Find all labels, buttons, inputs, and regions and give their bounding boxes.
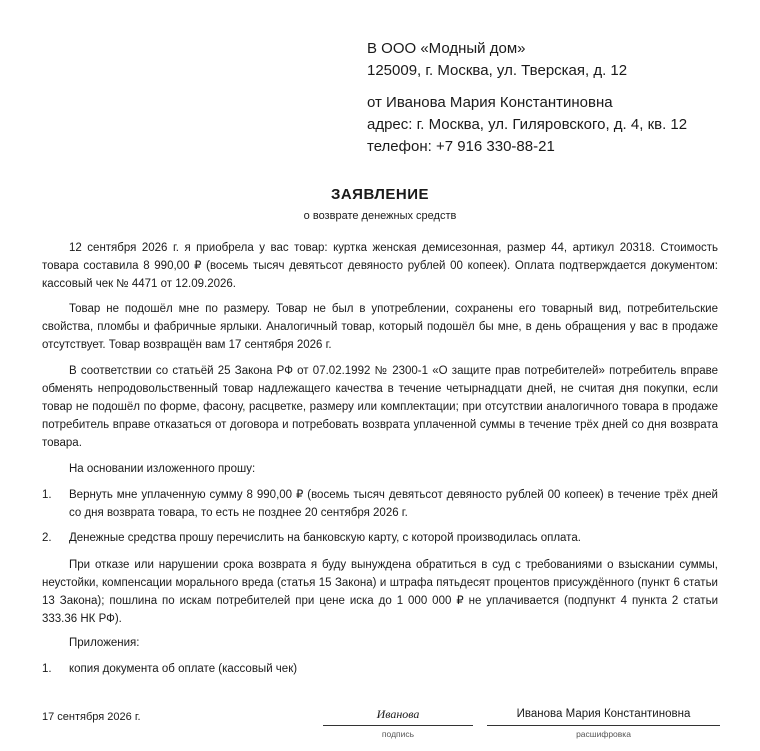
request-item	[42, 529, 718, 547]
sender-address: адрес: г. Москва, ул. Гиляровского, д. 4, кв. 12	[367, 116, 688, 133]
name-line	[487, 725, 720, 726]
paragraph-law: В соответствии со статьёй 25 Закона РФ от 07.02.1992 № 2300-1 «О защите прав потребителей» потребитель вправе обменять непродовольственный товар надлежащего качества в течение четырнадцати дней, не считая дня покупки, если товар не подошёл по форме, фасону, расцветке, размеру или комплектации; при отсутствии аналогичного товара в продаже потребитель вправе отказаться от договора и потребовать возврата уплаченной суммы в течение трёх дней со дня возврата товара.	[42, 365, 718, 449]
request-text: Вернуть мне уплаченную сумму 8 990,00 ₽ (восемь тысяч девятьсот девяносто рублей 00 копеек) в течение трёх дней со дня возврата товара, то есть не позднее 20 сентября 2026 г.	[69, 489, 718, 519]
signature: Иванова	[376, 707, 420, 721]
paragraph-warning: При отказе или нарушении срока возврата я буду вынуждена обратиться в суд с требованиями о взыскании суммы, неустойки, компенсации морального вреда (статья 15 Закона) и штрафа пятьдесят процентов присуждённого (пункт 6 статьи 13 Закона); пошлина по искам потребителей при цене иска до 1 000 000 ₽ не уплачивается (подпункт 4 пункта 2 статьи 333.36 НК РФ).	[42, 559, 718, 625]
attachments-label: Приложения:	[69, 637, 140, 649]
signature-caption: подпись	[381, 729, 415, 739]
signature-full-name: Иванова Мария Константиновна	[516, 708, 691, 720]
document-title: ЗАЯВЛЕНИЕ	[330, 186, 430, 203]
sender-phone: телефон: +7 916 330-88-21	[367, 138, 555, 155]
request-number: 1.	[42, 489, 52, 501]
name-caption: расшифровка	[576, 729, 631, 739]
paragraph-request-intro: На основании изложенного прошу:	[69, 463, 256, 475]
sender-name: от Иванова Мария Константиновна	[367, 94, 613, 111]
addressee-block	[367, 38, 687, 158]
recipient-address: 125009, г. Москва, ул. Тверская, д. 12	[367, 62, 628, 79]
attachment-item	[42, 660, 718, 678]
request-number: 2.	[42, 532, 52, 544]
paragraph-reason: Товар не подошёл мне по размеру. Товар не был в употреблении, сохранены его товарный вид, потребительские свойства, пломбы и фабричные ярлыки. Аналогичный товар, который подошёл бы мне, в день обращения у вас в продаже отсутствует. Товар возвращён вам 17 сентября 2026 г.	[42, 303, 718, 351]
attachment-text: копия документа об оплате (кассовый чек)	[69, 663, 298, 675]
document-subtitle: о возврате денежных средств	[303, 210, 457, 222]
request-item	[42, 486, 718, 522]
request-text: Денежные средства прошу перечислить на банковскую карту, с которой производилась оплата.	[69, 532, 581, 544]
attachment-number: 1.	[42, 663, 52, 675]
signature-line	[323, 725, 473, 726]
paragraph-purchase: 12 сентября 2026 г. я приобрела у вас товар: куртка женская демисезонная, размер 44, артикул 20318. Стоимость товара составила 8 990,00 ₽ (восемь тысяч девятьсот девяносто рублей 00 копеек). Оплата подтверждается документом: кассовый чек № 4471 от 12.09.2026.	[42, 242, 718, 290]
signature-date: 17 сентября 2026 г.	[42, 711, 141, 723]
recipient-name: В ООО «Модный дом»	[367, 40, 526, 57]
